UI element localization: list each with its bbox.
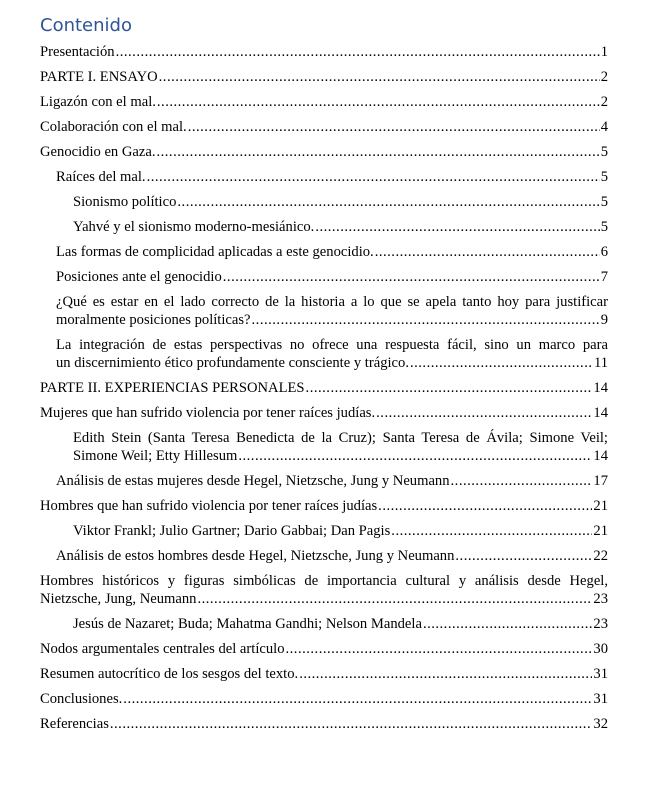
toc-page-number: 23 <box>593 616 608 632</box>
toc-entry[interactable] <box>40 665 608 683</box>
toc-entry-text: Colaboración con el mal. <box>40 119 187 135</box>
toc-entry[interactable] <box>40 497 608 515</box>
toc-entry-row <box>40 93 608 111</box>
toc-entry[interactable] <box>40 336 608 372</box>
toc-entry-row <box>56 472 608 490</box>
toc-page-number: 31 <box>593 666 608 682</box>
toc-entry-text: Referencias <box>40 716 109 732</box>
dot-leader <box>451 472 593 490</box>
dot-leader <box>159 68 600 86</box>
toc-page-number: 5 <box>600 169 608 185</box>
toc-entry-text: Yahvé y el sionismo moderno-mesiánico. <box>73 219 315 235</box>
dot-leader <box>306 379 593 397</box>
toc-entry[interactable] <box>40 118 608 136</box>
toc-page-number: 32 <box>593 716 608 732</box>
toc-entry-text-line1: La integración de estas perspectivas no ofrece una respuesta fácil, sino un marco para <box>56 337 608 353</box>
toc-page-number: 31 <box>593 691 608 707</box>
toc-entry[interactable] <box>40 429 608 465</box>
toc-entry-text: Posiciones ante el genocidio <box>56 269 222 285</box>
toc-entry[interactable] <box>40 690 608 708</box>
toc-page-number: 11 <box>593 355 608 371</box>
toc-entry-text: un discernimiento ético profundamente consciente y trágico. <box>56 355 409 371</box>
toc-entry-row <box>73 615 608 633</box>
toc-page-number: 14 <box>593 380 608 396</box>
toc-entry-text: Viktor Frankl; Julio Gartner; Dario Gabbai; Dan Pagis <box>73 523 391 539</box>
toc-entry-text: Mujeres que han sufrido violencia por tener raíces judías. <box>40 405 376 421</box>
toc-page-number: 1 <box>600 44 608 60</box>
dot-leader <box>223 268 600 286</box>
toc-entry-text: Genocidio en Gaza. <box>40 144 156 160</box>
toc-entry-row <box>40 143 608 161</box>
toc-entry-row <box>56 168 608 186</box>
toc-page-number: 14 <box>593 448 608 464</box>
toc-entry[interactable] <box>40 293 608 329</box>
toc-entry-text: Raíces del mal. <box>56 169 146 185</box>
toc-entry[interactable] <box>40 193 608 211</box>
toc-entry[interactable] <box>40 268 608 286</box>
toc-entry-row <box>56 354 608 372</box>
toc-entry[interactable] <box>40 243 608 261</box>
toc-page-number: 5 <box>600 194 608 210</box>
toc-entry-text: Simone Weil; Etty Hillesum <box>73 448 238 464</box>
toc-entry-row <box>40 43 608 61</box>
toc-entry-row <box>40 590 608 608</box>
toc-entry-row <box>73 193 608 211</box>
dot-leader <box>423 615 592 633</box>
table-of-contents <box>40 43 608 733</box>
toc-entry[interactable] <box>40 143 608 161</box>
toc-page-number: 2 <box>600 69 608 85</box>
toc-entry-row <box>56 243 608 261</box>
dot-leader <box>286 640 593 658</box>
toc-entry-row <box>40 715 608 733</box>
toc-page-number: 23 <box>593 591 608 607</box>
toc-entry[interactable] <box>40 168 608 186</box>
toc-entry-text: Jesús de Nazaret; Buda; Mahatma Gandhi; Nelson Mandela <box>73 616 422 632</box>
toc-page-number: 22 <box>593 548 608 564</box>
dot-leader <box>455 547 592 565</box>
toc-entry-row <box>40 665 608 683</box>
dot-leader <box>299 665 592 683</box>
toc-entry-text: Conclusiones. <box>40 691 123 707</box>
toc-page-number: 9 <box>600 312 608 328</box>
toc-page-number: 21 <box>593 498 608 514</box>
toc-page-number: 2 <box>600 94 608 110</box>
toc-entry-text: PARTE I. ENSAYO <box>40 69 158 85</box>
dot-leader <box>375 243 600 261</box>
toc-entry[interactable] <box>40 522 608 540</box>
toc-entry-text: PARTE II. EXPERIENCIAS PERSONALES <box>40 380 305 396</box>
toc-entry[interactable] <box>40 715 608 733</box>
toc-entry[interactable] <box>40 640 608 658</box>
dot-leader <box>157 93 600 111</box>
toc-entry-text: Nodos argumentales centrales del artículo <box>40 641 285 657</box>
toc-entry[interactable] <box>40 572 608 608</box>
toc-entry-text: Análisis de estos hombres desde Hegel, Nietzsche, Jung y Neumann <box>56 548 455 564</box>
toc-page-number: 30 <box>593 641 608 657</box>
dot-leader <box>177 193 599 211</box>
toc-entry[interactable] <box>40 68 608 86</box>
toc-entry-row <box>56 547 608 565</box>
toc-page-number: 6 <box>600 244 608 260</box>
toc-entry-text: Análisis de estas mujeres desde Hegel, Nietzsche, Jung y Neumann <box>56 473 450 489</box>
toc-page-number: 5 <box>600 144 608 160</box>
dot-leader <box>147 168 600 186</box>
toc-entry-text: moralmente posiciones políticas? <box>56 312 251 328</box>
dot-leader <box>197 590 592 608</box>
toc-entry[interactable] <box>40 218 608 236</box>
toc-entry-text: Las formas de complicidad aplicadas a este genocidio. <box>56 244 374 260</box>
toc-entry-text: Sionismo político <box>73 194 177 210</box>
toc-entry-row <box>40 640 608 658</box>
toc-entry[interactable] <box>40 472 608 490</box>
toc-entry[interactable] <box>40 93 608 111</box>
document-page <box>40 14 608 740</box>
toc-entry-text-line1: Hombres históricos y figuras simbólicas de importancia cultural y análisis desde Hegel, <box>40 573 608 589</box>
toc-entry[interactable] <box>40 43 608 61</box>
toc-entry-row <box>40 379 608 397</box>
toc-entry-row <box>40 118 608 136</box>
toc-entry[interactable] <box>40 379 608 397</box>
dot-leader <box>252 311 600 329</box>
toc-title: Contenido <box>40 15 132 36</box>
toc-entry-row <box>73 218 608 236</box>
toc-entry-text-line1: Edith Stein (Santa Teresa Benedicta de la Cruz); Santa Teresa de Ávila; Simone Veil; <box>73 430 608 446</box>
toc-entry-row <box>73 522 608 540</box>
dot-leader <box>315 218 599 236</box>
dot-leader <box>391 522 592 540</box>
dot-leader <box>410 354 593 372</box>
toc-entry-row <box>40 497 608 515</box>
toc-entry[interactable] <box>40 404 608 422</box>
dot-leader <box>116 43 600 61</box>
toc-entry-row <box>40 404 608 422</box>
dot-leader <box>378 497 592 515</box>
toc-entry-text: Nietzsche, Jung, Neumann <box>40 591 197 607</box>
dot-leader <box>156 143 599 161</box>
dot-leader <box>238 447 592 465</box>
dot-leader <box>123 690 592 708</box>
toc-page-number: 21 <box>593 523 608 539</box>
toc-entry-row <box>56 311 608 329</box>
toc-entry-row <box>56 268 608 286</box>
toc-entry-text: Ligazón con el mal. <box>40 94 156 110</box>
dot-leader <box>110 715 593 733</box>
toc-entry-text: Resumen autocrítico de los sesgos del texto. <box>40 666 299 682</box>
dot-leader <box>376 404 592 422</box>
toc-entry-row <box>73 447 608 465</box>
toc-entry-text-line1: ¿Qué es estar en el lado correcto de la historia a lo que se apela tanto hoy para justificar <box>56 294 608 310</box>
toc-entry-text: Presentación <box>40 44 115 60</box>
toc-entry[interactable] <box>40 547 608 565</box>
toc-entry-row <box>40 68 608 86</box>
toc-page-number: 7 <box>600 269 608 285</box>
toc-page-number: 5 <box>600 219 608 235</box>
toc-entry-row <box>40 690 608 708</box>
toc-page-number: 4 <box>600 119 608 135</box>
toc-page-number: 17 <box>593 473 608 489</box>
toc-entry-text: Hombres que han sufrido violencia por tener raíces judías <box>40 498 378 514</box>
dot-leader <box>188 118 600 136</box>
toc-page-number: 14 <box>593 405 608 421</box>
toc-entry[interactable] <box>40 615 608 633</box>
